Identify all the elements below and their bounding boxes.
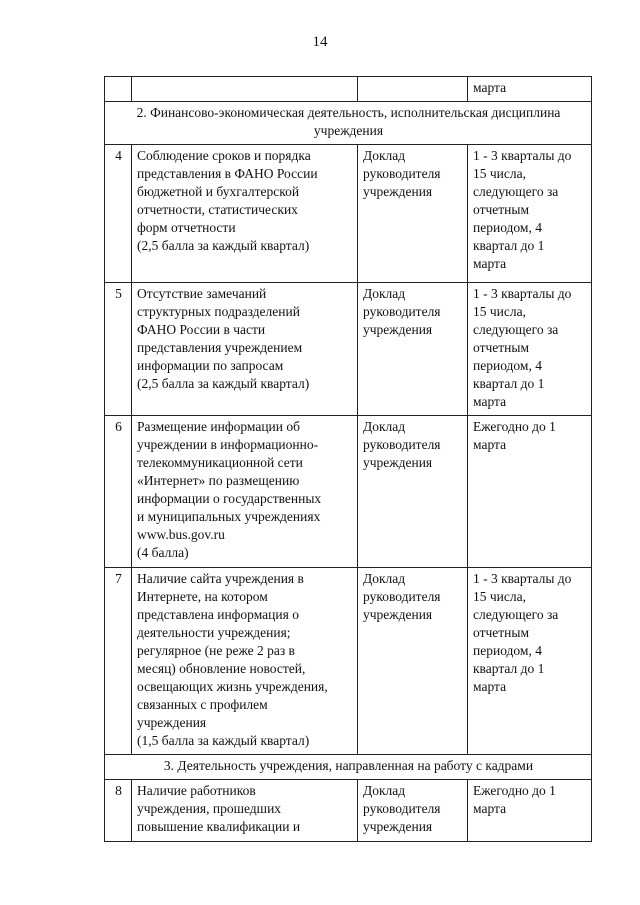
criterion-line: деятельности учреждения; [137,625,291,640]
page-number: 14 [312,34,328,50]
criterion-line: форм отчетности [137,220,236,235]
section-title-line: учреждения [313,123,384,138]
row-number-cell: 4 [105,145,132,283]
criterion-line: отчетности, статистических [137,202,298,217]
document-line: учреждения [363,819,433,834]
deadline-line: отчетным [473,625,529,640]
document-line: учреждения [363,455,433,470]
document-line: Доклад [363,419,406,434]
row-number-cell [105,77,132,102]
deadline-line: следующего за [473,184,559,199]
deadline-line: 1 - 3 кварталы до [473,286,572,301]
criterion-line: освещающих жизнь учреждения, [137,679,328,694]
deadline-line: квартал до 1 [473,661,545,676]
deadline-line: 1 - 3 кварталы до [473,571,572,586]
deadline-line: квартал до 1 [473,238,545,253]
deadline-cell [468,568,592,755]
deadline-cell [468,77,592,102]
criterion-line: Интернете, на котором [137,589,268,604]
deadline-line: Ежегодно до 1 [473,783,556,798]
criterion-line: учреждении в информационно- [137,437,319,452]
criterion-cell [132,568,358,755]
document-line: Доклад [363,148,406,163]
deadline-cell [468,283,592,416]
deadline-line: периодом, 4 [473,220,542,235]
criterion-line: (2,5 балла за каждый квартал) [137,376,310,391]
table-row [105,77,592,102]
criterion-line: информации о государственных [137,491,322,506]
document-line: учреждения [363,607,433,622]
deadline-cell [468,416,592,568]
criterion-line: «Интернет» по размещению [137,473,300,488]
deadline-line: марта [473,679,507,694]
criterion-line: месяц) обновление новостей, [137,661,306,676]
criterion-line: ФАНО России в части [137,322,266,337]
criterion-line: представления в ФАНО России [137,166,318,181]
deadline-line: следующего за [473,607,559,622]
table-row [105,568,592,755]
criterion-line: связанных с профилем [137,697,268,712]
criterion-line: учреждения [137,715,207,730]
deadline-line: 15 числа, [473,304,526,319]
document-cell [358,416,468,568]
criterion-line: Наличие работников [137,783,256,798]
criterion-line: представления учреждением [137,340,303,355]
criterion-line: представлена информация о [137,607,299,622]
document-cell [358,283,468,416]
document-cell [358,77,468,102]
criteria-table [104,76,592,842]
section-header-row [105,755,592,780]
section-header-row [105,102,592,145]
document-cell [358,780,468,842]
criterion-line: Соблюдение сроков и порядка [137,148,311,163]
section-title [105,102,592,145]
section-title [105,755,592,780]
deadline-line: марта [473,256,507,271]
table-row [105,780,592,842]
document-cell [358,568,468,755]
deadline-cell [468,780,592,842]
criterion-line: учреждения, прошедших [137,801,282,816]
deadline-line: периодом, 4 [473,643,542,658]
deadline-line: 15 числа, [473,589,526,604]
criterion-line: бюджетной и бухгалтерской [137,184,300,199]
deadline-line: марта [473,80,507,95]
criterion-cell [132,283,358,416]
section-title-line: 2. Финансово-экономическая деятельность, исполнительская дисциплина [136,105,561,120]
row-number-cell: 5 [105,283,132,416]
criterion-line: повышение квалификации и [137,819,301,834]
section-title-line: 3. Деятельность учреждения, направленная на работу с кадрами [163,758,534,773]
table-row [105,283,592,416]
criterion-cell [132,780,358,842]
row-number-cell: 6 [105,416,132,568]
deadline-cell [468,145,592,283]
criterion-line: информации по запросам [137,358,284,373]
document-line: Доклад [363,571,406,586]
deadline-line: Ежегодно до 1 [473,419,556,434]
criterion-cell [132,77,358,102]
deadline-line: марта [473,437,507,452]
criterion-line: www.bus.gov.ru [137,527,225,542]
document-cell [358,145,468,283]
criterion-line: (2,5 балла за каждый квартал) [137,238,310,253]
criterion-line: Размещение информации об [137,419,300,434]
document-line: учреждения [363,184,433,199]
document-line: руководителя [363,166,441,181]
criterion-line: (4 балла) [137,545,189,560]
deadline-line: следующего за [473,322,559,337]
criterion-line: телекоммуникационной сети [137,455,303,470]
deadline-line: квартал до 1 [473,376,545,391]
criterion-cell [132,145,358,283]
deadline-line: периодом, 4 [473,358,542,373]
criterion-line: регулярное (не реже 2 раз в [137,643,295,658]
criterion-line: (1,5 балла за каждый квартал) [137,733,310,748]
document-line: учреждения [363,322,433,337]
deadline-line: отчетным [473,202,529,217]
table-row [105,145,592,283]
deadline-line: 15 числа, [473,166,526,181]
document-line: руководителя [363,304,441,319]
criterion-line: Отсутствие замечаний [137,286,267,301]
document-line: Доклад [363,783,406,798]
criterion-line: и муниципальных учреждениях [137,509,321,524]
criterion-line: структурных подразделений [137,304,300,319]
deadline-line: отчетным [473,340,529,355]
row-number-cell: 8 [105,780,132,842]
document-line: руководителя [363,437,441,452]
document-line: руководителя [363,801,441,816]
document-line: Доклад [363,286,406,301]
deadline-line: 1 - 3 кварталы до [473,148,572,163]
criterion-line: Наличие сайта учреждения в [137,571,304,586]
document-line: руководителя [363,589,441,604]
table-row [105,416,592,568]
deadline-line: марта [473,394,507,409]
row-number-cell: 7 [105,568,132,755]
criterion-cell [132,416,358,568]
deadline-line: марта [473,801,507,816]
